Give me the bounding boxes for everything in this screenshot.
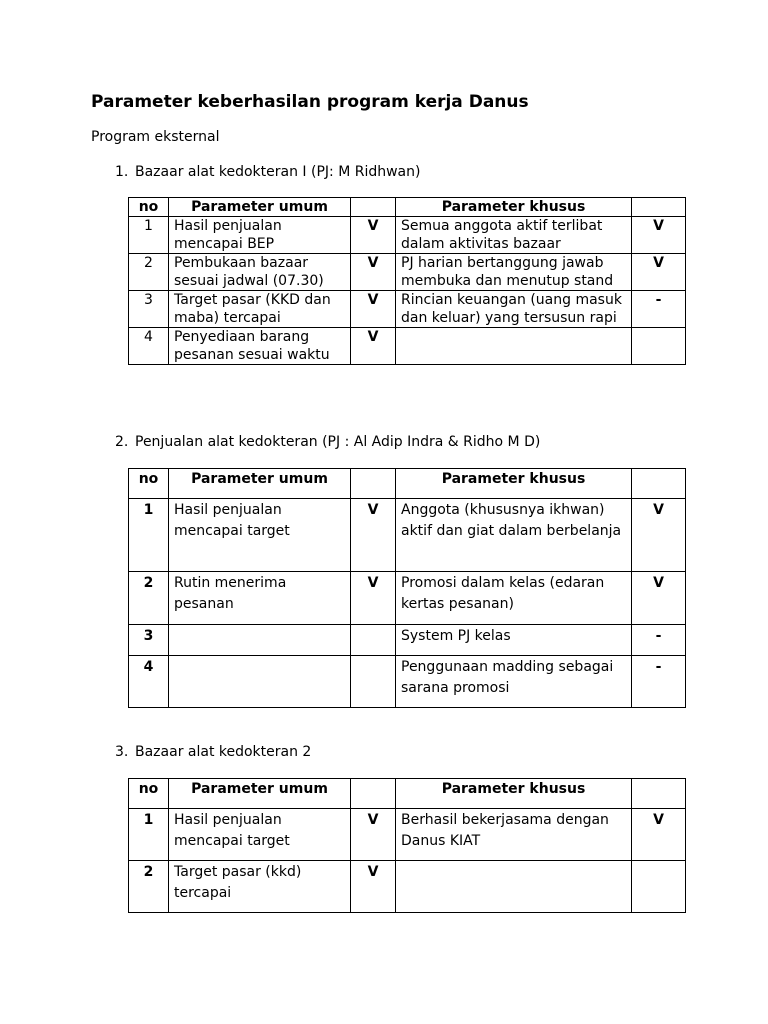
column-header-khusus: Parameter khusus <box>396 779 632 809</box>
parameter-umum-cell <box>169 656 351 708</box>
umum-check-mark: V <box>351 809 396 861</box>
table-row <box>129 328 686 365</box>
table-row <box>129 572 686 625</box>
khusus-check-mark: V <box>632 809 686 861</box>
row-number: 1 <box>129 217 169 254</box>
khusus-check-mark: - <box>632 291 686 328</box>
parameter-umum-cell: Hasil penjualan mencapai BEP <box>169 217 351 254</box>
table-row <box>129 861 686 913</box>
column-header-khusus-mark <box>632 469 686 499</box>
parameter-khusus-cell: Berhasil bekerjasama dengan Danus KIAT <box>396 809 632 861</box>
document-title: Parameter keberhasilan program kerja Danus <box>91 92 529 112</box>
parameter-umum-cell: Hasil penjualan mencapai target <box>169 809 351 861</box>
column-header-khusus: Parameter khusus <box>396 469 632 499</box>
row-number: 2 <box>129 254 169 291</box>
section-number: 1. <box>115 164 129 180</box>
khusus-check-mark: - <box>632 625 686 656</box>
row-number: 3 <box>129 291 169 328</box>
parameter-khusus-cell: Semua anggota aktif terlibat dalam aktivitas bazaar <box>396 217 632 254</box>
parameter-umum-cell: Pembukaan bazaar sesuai jadwal (07.30) <box>169 254 351 291</box>
parameter-table-2 <box>128 468 686 708</box>
parameter-umum-cell: Rutin menerima pesanan <box>169 572 351 625</box>
parameter-table-1 <box>128 197 686 365</box>
khusus-check-mark <box>632 328 686 365</box>
row-number: 4 <box>129 656 169 708</box>
column-header-no: no <box>129 198 169 217</box>
column-header-umum-mark <box>351 198 396 217</box>
umum-check-mark <box>351 656 396 708</box>
table-row <box>129 254 686 291</box>
row-number: 3 <box>129 625 169 656</box>
parameter-umum-cell: Hasil penjualan mencapai target <box>169 499 351 572</box>
table-header-row <box>129 779 686 809</box>
column-header-umum: Parameter umum <box>169 469 351 499</box>
khusus-check-mark: V <box>632 217 686 254</box>
column-header-khusus-mark <box>632 779 686 809</box>
parameter-khusus-cell: Penggunaan madding sebagai sarana promosi <box>396 656 632 708</box>
row-number: 1 <box>129 809 169 861</box>
table-row <box>129 625 686 656</box>
column-header-umum: Parameter umum <box>169 779 351 809</box>
khusus-check-mark <box>632 861 686 913</box>
parameter-khusus-cell: Promosi dalam kelas (edaran kertas pesanan) <box>396 572 632 625</box>
row-number: 1 <box>129 499 169 572</box>
table-header-row <box>129 469 686 499</box>
section-title: Bazaar alat kedokteran I (PJ: M Ridhwan) <box>135 164 421 180</box>
table-row <box>129 217 686 254</box>
parameter-umum-cell: Target pasar (KKD dan maba) tercapai <box>169 291 351 328</box>
khusus-check-mark: V <box>632 254 686 291</box>
khusus-check-mark: V <box>632 499 686 572</box>
table-row <box>129 291 686 328</box>
table-row <box>129 499 686 572</box>
umum-check-mark: V <box>351 217 396 254</box>
parameter-table-3 <box>128 778 686 913</box>
document-subtitle: Program eksternal <box>91 129 220 145</box>
umum-check-mark: V <box>351 499 396 572</box>
parameter-khusus-cell <box>396 861 632 913</box>
umum-check-mark: V <box>351 861 396 913</box>
umum-check-mark: V <box>351 254 396 291</box>
parameter-umum-cell <box>169 625 351 656</box>
column-header-khusus-mark <box>632 198 686 217</box>
table-row <box>129 809 686 861</box>
parameter-khusus-cell: PJ harian bertanggung jawab membuka dan menutup stand <box>396 254 632 291</box>
section-heading-1 <box>115 164 420 180</box>
parameter-khusus-cell <box>396 328 632 365</box>
column-header-khusus: Parameter khusus <box>396 198 632 217</box>
row-number: 4 <box>129 328 169 365</box>
parameter-umum-cell: Penyediaan barang pesanan sesuai waktu <box>169 328 351 365</box>
section-title: Bazaar alat kedokteran 2 <box>135 744 312 760</box>
section-title: Penjualan alat kedokteran (PJ : Al Adip Indra & Ridho M D) <box>135 434 541 450</box>
parameter-khusus-cell: Anggota (khususnya ikhwan) aktif dan giat dalam berbelanja <box>396 499 632 572</box>
section-number: 2. <box>115 434 129 450</box>
row-number: 2 <box>129 572 169 625</box>
khusus-check-mark: V <box>632 572 686 625</box>
parameter-khusus-cell: System PJ kelas <box>396 625 632 656</box>
table-header-row <box>129 198 686 217</box>
row-number: 2 <box>129 861 169 913</box>
column-header-umum: Parameter umum <box>169 198 351 217</box>
column-header-no: no <box>129 469 169 499</box>
parameter-khusus-cell: Rincian keuangan (uang masuk dan keluar) yang tersusun rapi <box>396 291 632 328</box>
column-header-umum-mark <box>351 779 396 809</box>
section-number: 3. <box>115 744 129 760</box>
column-header-umum-mark <box>351 469 396 499</box>
umum-check-mark <box>351 625 396 656</box>
umum-check-mark: V <box>351 572 396 625</box>
parameter-umum-cell: Target pasar (kkd) tercapai <box>169 861 351 913</box>
umum-check-mark: V <box>351 291 396 328</box>
section-heading-2 <box>115 434 540 450</box>
umum-check-mark: V <box>351 328 396 365</box>
section-heading-3 <box>115 744 311 760</box>
table-row <box>129 656 686 708</box>
khusus-check-mark: - <box>632 656 686 708</box>
column-header-no: no <box>129 779 169 809</box>
